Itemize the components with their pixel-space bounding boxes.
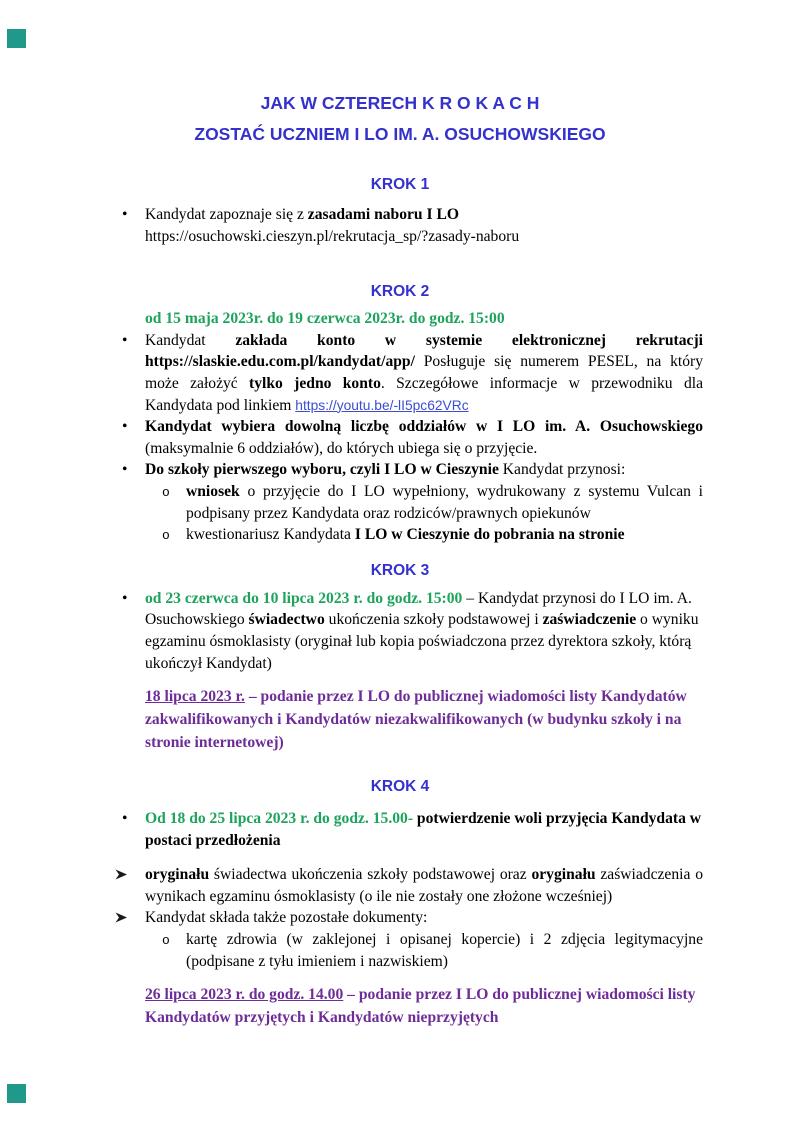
youtube-guide-link[interactable]: https://youtu.be/-lI5pc62VRc bbox=[295, 397, 469, 413]
bullet-marker: • bbox=[122, 331, 128, 349]
bullet-paragraph bbox=[122, 459, 703, 481]
text-run: Posługuje się numerem PESEL, na który może założyć bbox=[145, 353, 703, 392]
text-run: Kandydat składa także pozostałe dokumenty: bbox=[145, 909, 428, 927]
text-run: – podanie przez I LO do publicznej wiadomości listy Kandydatów przyjętych i Kandydatów nieprzyjętych bbox=[145, 986, 696, 1027]
text-run: (maksymalnie 6 oddziałów), do których ubiega się o przyjęcie. bbox=[145, 439, 538, 457]
text-run: ukończenia szkoły podstawowej i bbox=[324, 611, 543, 629]
note-paragraph bbox=[145, 685, 703, 754]
krok-heading-4: KROK 4 bbox=[370, 778, 430, 796]
krok-heading-3: KROK 3 bbox=[370, 561, 430, 579]
section-krok-2 bbox=[0, 281, 800, 546]
bullet-paragraph bbox=[122, 416, 703, 459]
text-run: zaświadczenie bbox=[542, 611, 637, 629]
arrow-paragraph bbox=[145, 907, 703, 929]
bullet-paragraph bbox=[122, 588, 703, 674]
section-krok-1 bbox=[0, 174, 800, 247]
document-title-line1: JAK W CZTERECH K R O K A C H bbox=[260, 93, 540, 113]
text-run: świadectwo bbox=[248, 611, 325, 629]
circle-marker: o bbox=[162, 933, 170, 949]
sub-paragraph bbox=[162, 481, 703, 524]
bullet-paragraph bbox=[122, 808, 703, 851]
plain-paragraph bbox=[145, 308, 703, 330]
text-run: o wyniku egzaminu ósmoklasisty (oryginał lub kopia poświadczona przez dyrektora szkoły, którą ukończył Kandydat) bbox=[145, 611, 699, 672]
text-run: od 23 czerwca do 10 lipca 2023 r. do godz. 15:00 bbox=[145, 589, 463, 607]
arrow-paragraph bbox=[145, 864, 703, 907]
text-run: zakłada konto w systemie elektronicznej rekrutacji https://slaskie.edu.com.pl/kandydat/app/ bbox=[145, 331, 703, 371]
text-run: I LO w Cieszynie do pobrania na stronie bbox=[354, 526, 625, 544]
page-corner-mark-top-icon bbox=[7, 29, 26, 48]
text-run: Kandydat wybiera dowolną liczbę oddziałów w I LO im. A. Osuchowskiego bbox=[145, 418, 703, 436]
text-run: – podanie przez I LO do publicznej wiadomości listy Kandydatów zakwalifikowanych i Kandydatów niezakwalifikowanych (w budynku szkoły i na stronie internetowej) bbox=[145, 688, 687, 752]
krok-heading-2: KROK 2 bbox=[370, 283, 430, 301]
sub-paragraph bbox=[162, 929, 703, 972]
bullet-paragraph bbox=[122, 204, 703, 247]
document-body bbox=[0, 174, 800, 1029]
note-paragraph bbox=[145, 983, 703, 1029]
arrow-marker bbox=[115, 912, 128, 923]
text-run: . Szczegółowe informacje w przewodniku dla Kandydata pod linkiem bbox=[145, 374, 703, 414]
text-run: zasadami naboru I LO bbox=[307, 206, 459, 223]
text-run: https://osuchowski.cieszyn.pl/rekrutacja_sp/?zasady-naboru bbox=[145, 227, 520, 245]
document-title bbox=[0, 0, 800, 150]
bullet-paragraph bbox=[122, 330, 703, 416]
text-run: kartę zdrowia (w zaklejonej i opisanej kopercie) i 2 zdjęcia legitymacyjne (podpisane z tyłu imieniem i nazwiskiem) bbox=[186, 931, 703, 970]
bullet-marker: • bbox=[122, 206, 128, 223]
bullet-marker: • bbox=[122, 418, 128, 436]
section-krok-4 bbox=[0, 776, 800, 1029]
text-run: Kandydat zapoznaje się z bbox=[145, 206, 308, 223]
text-run: świadectwa ukończenia szkoły podstawowej oraz bbox=[209, 866, 532, 884]
text-run: Kandydat bbox=[145, 331, 236, 349]
circle-marker: o bbox=[162, 484, 170, 500]
text-run: oryginału bbox=[145, 866, 210, 884]
section-krok-3 bbox=[0, 560, 800, 754]
document-title-line2: ZOSTAĆ UCZNIEM I LO IM. A. OSUCHOWSKIEGO bbox=[194, 124, 606, 144]
text-run: – Kandydat przynosi do I LO im. A. Osuchowskiego bbox=[145, 589, 692, 629]
text-run: Od 18 do 25 lipca 2023 r. do godz. 15.00- bbox=[145, 810, 414, 828]
krok-heading-1: KROK 1 bbox=[370, 176, 430, 193]
text-run: Kandydat przynosi: bbox=[498, 461, 626, 479]
text-run: o przyjęcie do I LO wypełniony, wydrukowany z systemu Vulcan i podpisany przez Kandydata oraz rodziców/prawnych opiekunów bbox=[186, 482, 703, 522]
text-run: wniosek bbox=[186, 482, 240, 500]
text-run: kwestionariusz Kandydata bbox=[186, 526, 355, 544]
bullet-marker: • bbox=[122, 589, 128, 607]
text-run: 26 lipca 2023 r. do godz. 14.00 bbox=[145, 986, 344, 1004]
text-run: 18 lipca 2023 r. bbox=[145, 688, 245, 706]
text-run: Do szkoły pierwszego wyboru, czyli I LO w Cieszynie bbox=[145, 461, 499, 479]
bullet-marker: • bbox=[122, 810, 128, 828]
text-run: tylko jedno konto bbox=[249, 374, 381, 392]
page-corner-mark-bottom-icon bbox=[7, 1084, 26, 1103]
arrow-marker bbox=[115, 869, 128, 880]
sub-paragraph bbox=[162, 524, 703, 546]
text-run: potwierdzenie woli przyjęcia Kandydata w postaci przedłożenia bbox=[145, 810, 702, 849]
text-run: zaświadczenia o wynikach egzaminu ósmoklasisty (o ile nie zostały one złożone wcześniej) bbox=[145, 866, 703, 905]
text-run: od 15 maja 2023r. do 19 czerwca 2023r. do godz. 15:00 bbox=[145, 310, 505, 328]
circle-marker: o bbox=[162, 528, 170, 544]
bullet-marker: • bbox=[122, 461, 128, 479]
text-run: oryginału bbox=[531, 866, 596, 884]
